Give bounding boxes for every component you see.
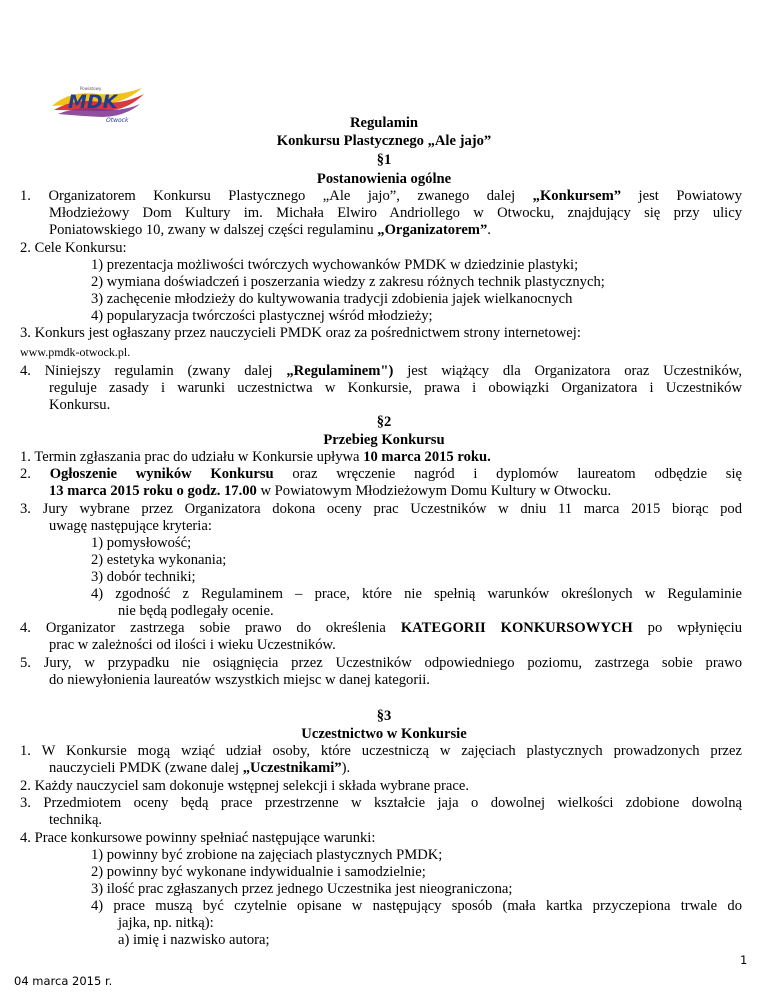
s3-point-3-line-2: techniką. <box>49 812 103 828</box>
s1-point-4-line-1: 4. Niniejszy regulamin (zwany dalej „Regulaminem") jest wiążący dla Organizatora oraz Uczestników, <box>20 363 743 379</box>
s3-point-1-line-2: nauczycieli PMDK (zwane dalej „Uczestnikami”). <box>49 760 351 776</box>
document-subtitle: Konkursu Plastycznego „Ale jajo” <box>276 133 492 149</box>
s3-condition-item: 3) ilość prac zgłaszanych przez jednego Uczestnika jest nieograniczona; <box>91 881 513 897</box>
footer-date: 04 marca 2015 r. <box>14 974 113 988</box>
logo-text: MDK <box>68 91 118 113</box>
s2-point-3-line-1: 3. Jury wybrane przez Organizatora dokona oceny prac Uczestników w dniu 11 marca 2015 biorąc pod <box>20 501 742 517</box>
s2-point-2-line-1: 2. Ogłoszenie wyników Konkursu oraz wręczenie nagród i dyplomów laureatom odbędzie się <box>20 466 743 482</box>
s3-condition-item-4-line-1: 4) prace muszą być czytelnie opisane w następujący sposób (mała kartka przyczepiona trwale do <box>91 898 742 914</box>
s2-criterion-item: 1) pomysłowość; <box>91 535 192 551</box>
s2-point-1: 1. Termin zgłaszania prac do udziału w Konkursie upływa 10 marca 2015 roku. <box>20 449 491 465</box>
section-2-mark: §2 <box>376 414 392 430</box>
website-url: www.pmdk-otwock.pl. <box>20 345 131 359</box>
s2-criterion-item-4-line-1: 4) zgodność z Regulaminem – prace, które nie spełnią warunków określonych w Regulaminie <box>91 586 742 602</box>
section-1-mark: §1 <box>376 152 392 168</box>
logo-subtext: Otwock <box>106 117 129 124</box>
s1-point-2: 2. Cele Konkursu: <box>20 240 127 256</box>
s3-point-3-line-1: 3. Przedmiotem oceny będą prace przestrzenne w kształcie jaja o dowolnej wielkości zdobione dowolną <box>20 795 742 811</box>
s1-point-1-line-3: Poniatowskiego 10, zwany w dalszej części regulaminu „Organizatorem”. <box>49 222 491 238</box>
document-title: Regulamin <box>349 115 419 131</box>
s1-goal-item: 4) popularyzacja twórczości plastycznej wśród młodzieży; <box>91 308 433 324</box>
s2-point-5-line-1: 5. Jury, w przypadku nie osiągnięcia przez Uczestników odpowiedniego poziomu, zastrzega sobie prawo <box>20 655 742 671</box>
s1-point-1-line-1: 1. Organizatorem Konkursu Plastycznego „Ale jajo”, zwanego dalej „Konkursem” jest Powiatowy <box>20 188 742 204</box>
s1-goal-item: 1) prezentacja możliwości twórczych wychowanków PMDK w dziedzinie plastyki; <box>91 257 579 273</box>
s1-goal-item: 3) zachęcenie młodzieży do kultywowania tradycji zdobienia jajek wielkanocnych <box>91 291 573 307</box>
s1-point-1-line-2: Młodzieżowy Dom Kultury im. Michała Elwiro Andriollego w Otwocku, znajdujący się przy ulicy <box>49 205 742 221</box>
logo-small-text: Powiatowy <box>80 86 102 91</box>
s3-condition-item: 2) powinny być wykonane indywidualnie i samodzielnie; <box>91 864 426 880</box>
s2-criterion-item-4-line-2: nie będą podlegały ocenie. <box>118 603 274 619</box>
s3-point-2: 2. Każdy nauczyciel sam dokonuje wstępnej selekcji i składa wybrane prace. <box>20 778 469 794</box>
s1-goal-item: 2) wymiana doświadczeń i poszerzania wiedzy z zakresu różnych technik plastycznych; <box>91 274 605 290</box>
section-2-heading: Przebieg Konkursu <box>323 432 445 448</box>
section-3-heading: Uczestnictwo w Konkursie <box>301 726 467 742</box>
s1-point-4-line-2: reguluje zasady i warunki uczestnictwa w Konkursie, prawa i obowiązki Organizatora i Uczestników <box>49 380 742 396</box>
s2-point-5-line-2: do niewyłonienia laureatów wszystkich miejsc w danej kategorii. <box>49 672 430 688</box>
page-number: 1 <box>740 953 748 967</box>
s3-point-1-line-1: 1. W Konkursie mogą wziąć udział osoby, które uczestniczą w zajęciach plastycznych prowadzonych przez <box>20 743 742 759</box>
s3-condition-item: 1) powinny być zrobione na zajęciach plastycznych PMDK; <box>91 847 443 863</box>
s1-point-4-line-3: Konkursu. <box>49 397 111 413</box>
section-1-heading: Postanowienia ogólne <box>316 171 452 187</box>
s2-criterion-item: 3) dobór techniki; <box>91 569 196 585</box>
s3-condition-item-4-line-2: jajka, np. nitką): <box>118 915 214 931</box>
s2-point-4-line-2: prac w zależności od ilości i wieku Uczestników. <box>49 637 336 653</box>
s3-condition-item-4-a: a) imię i nazwisko autora; <box>118 932 270 948</box>
s1-point-3: 3. Konkurs jest ogłaszany przez nauczycieli PMDK oraz za pośrednictwem strony internetowej: <box>20 325 581 341</box>
s3-point-4: 4. Prace konkursowe powinny spełniać następujące warunki: <box>20 830 376 846</box>
s2-point-2-line-2: 13 marca 2015 roku o godz. 17.00 w Powiatowym Młodzieżowym Domu Kultury w Otwocku. <box>49 483 612 499</box>
s2-criterion-item: 2) estetyka wykonania; <box>91 552 227 568</box>
s2-point-3-line-2: uwagę następujące kryteria: <box>49 518 212 534</box>
section-3-mark: §3 <box>376 708 392 724</box>
s2-point-4-line-1: 4. Organizator zastrzega sobie prawo do określenia KATEGORII KONKURSOWYCH po wpłynięciu <box>20 620 743 636</box>
